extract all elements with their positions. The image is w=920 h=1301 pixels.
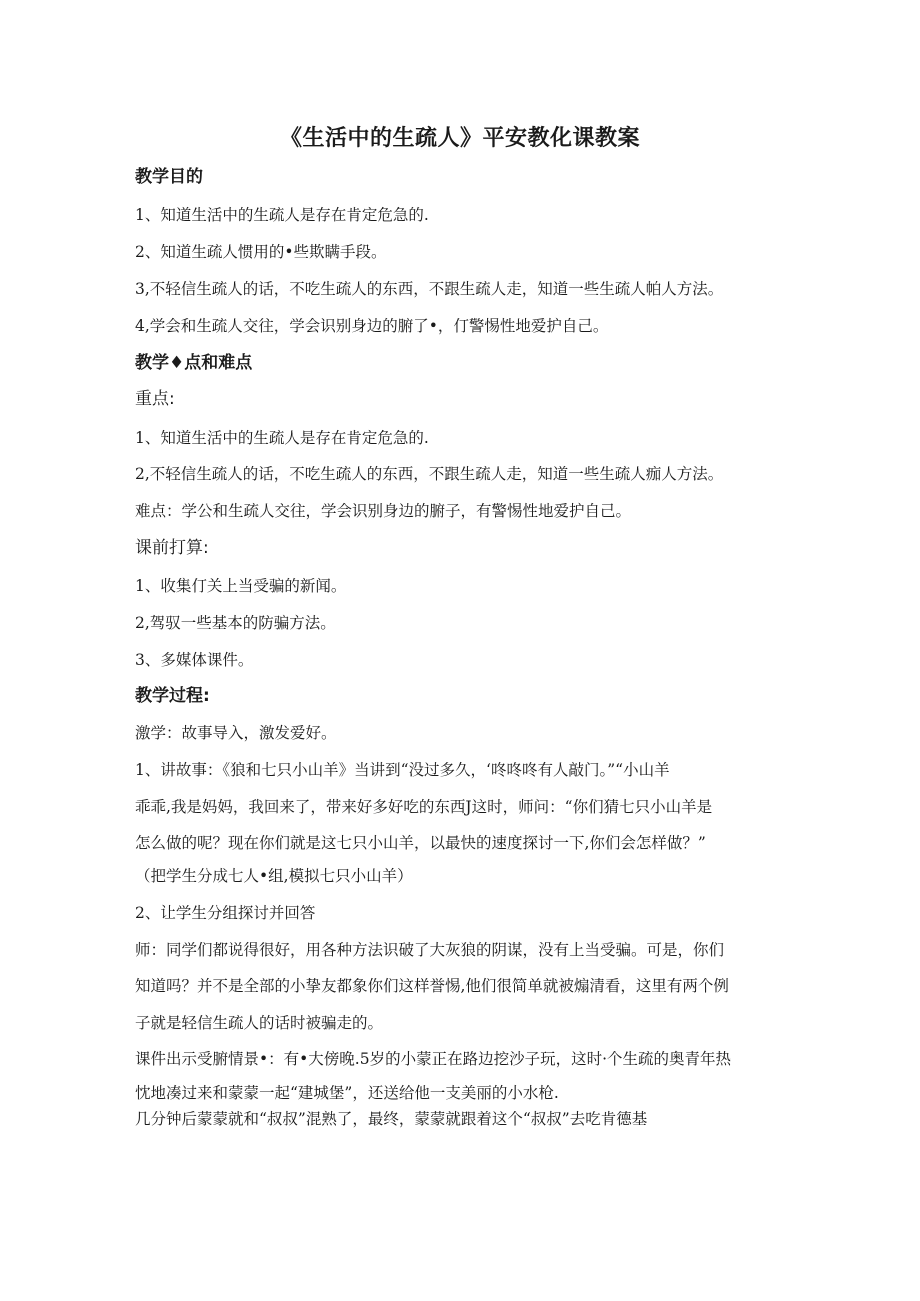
key-point-item: 1、知道生活中的生疏人是存在肯定危急的. — [135, 429, 429, 447]
process-line: （把学生分成七人•组,模拟七只小山羊） — [135, 867, 413, 885]
process-line: 怎么做的呢？现在你们就是这七只小山羊，以最快的速度探讨一下,你们会怎样做？” — [135, 834, 706, 852]
process-line: 子就是轻信生疏人的话时被骗走的。 — [135, 1014, 384, 1032]
process-line: 几分钟后蒙蒙就和“叔叔”混熟了，最终，蒙蒙就跟着这个“叔叔”去吃肯德基 — [135, 1110, 648, 1128]
process-line: 忱地凑过来和蒙蒙一起“建城堡”，还送给他一支美丽的小水枪. — [135, 1084, 559, 1102]
process-line: 2、让学生分组探讨并回答 — [135, 904, 316, 922]
section-heading-objectives: 教学目的 — [135, 167, 203, 187]
key-point-item: 2,不轻信生疏人的话，不吃生疏人的东西，不跟生疏人走，知道一些生疏人痂人方法。 — [135, 465, 724, 483]
section-heading-preparation: 课前打算: — [135, 538, 209, 558]
process-line: 知道吗？并不是全部的小挚友都象你们这样誉惕,他们很简单就被煽清看，这里有两个例 — [135, 977, 729, 995]
process-line: 课件出示受腑情景•：有•大傍晚.5岁的小蒙正在路边挖沙子玩，这时·个生疏的奥青年热 — [135, 1050, 732, 1068]
objective-item: 2、知道生疏人惯用的•些欺瞒手段。 — [135, 243, 387, 261]
objective-item: 4,学会和生疏人交往，学会识别身边的腑了•，仃警惕性地爱护自己。 — [135, 317, 609, 335]
objective-item: 3,不轻信生疏人的话，不吃生疏人的东西，不跟生疏人走，知道一些生疏人帕人方法。 — [135, 280, 724, 298]
preparation-item: 2,驾驭一些基本的防骗方法。 — [135, 614, 336, 632]
process-line: 乖乖,我是妈妈，我回来了，带来好多好吃的东西J这时，师问：“你们猜七只小山羊是 — [135, 798, 713, 816]
process-line: 师：同学们都说得很好，用各种方法识破了大灰狼的阴谋，没有上当受骗。可是，你们 — [135, 941, 725, 959]
process-line: 1、讲故事：《狼和七只小山羊》当讲到“没过多久，‘咚咚咚有人敲门。”“小山羊 — [135, 761, 670, 779]
preparation-item: 1、收集仃关上当受骗的新闻。 — [135, 577, 347, 595]
process-line: 激学：故事导入，激发爱好。 — [135, 724, 337, 742]
difficulty-text: 难点：学公和生疏人交往，学会识别身边的腑子，有警惕性地爱护自己。 — [135, 502, 632, 520]
section-heading-process: 教学过程: — [135, 686, 210, 706]
document-title: 《生活中的生疏人》平安教化课教案 — [279, 126, 640, 151]
sub-heading-key: 重点: — [135, 389, 175, 409]
objective-item: 1、知道生活中的生疏人是存在肯定危急的. — [135, 206, 429, 224]
preparation-item: 3、多媒体课件。 — [135, 651, 254, 669]
section-heading-key-points: 教学♦点和难点 — [135, 353, 253, 373]
